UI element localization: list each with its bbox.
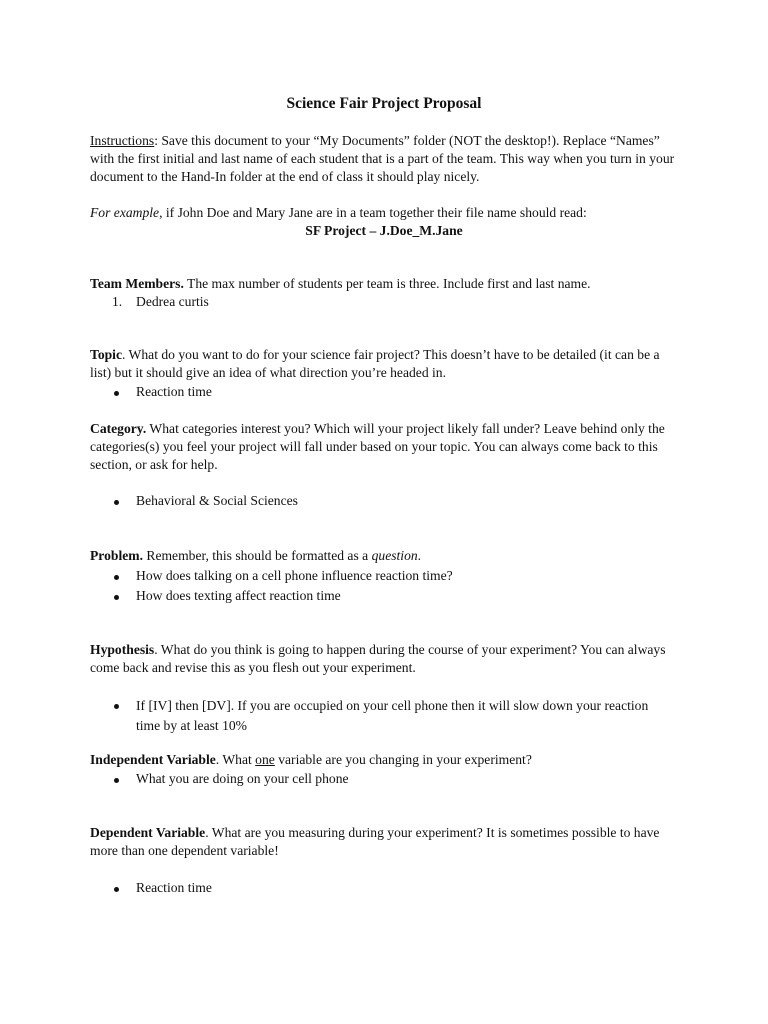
- hypothesis-label: Hypothesis: [90, 642, 155, 657]
- independent-variable-text-after: variable are you changing in your experiment?: [274, 752, 532, 767]
- example-text: , if John Doe and Mary Jane are in a team together their file name should read:: [159, 205, 587, 220]
- example-paragraph: [90, 204, 680, 222]
- bullet-icon: [112, 879, 119, 897]
- independent-variable-text-before: . What: [215, 752, 256, 767]
- topic-label: Topic: [90, 347, 122, 362]
- category-paragraph: [90, 420, 680, 475]
- problem-emphasis: question: [371, 548, 418, 563]
- independent-variable-emphasis: one: [255, 752, 275, 767]
- instructions-paragraph: [90, 132, 680, 187]
- category-item-text: Behavioral & Social Sciences: [136, 493, 298, 508]
- category-text: What categories interest you? Which will your project likely fall under? Leave behind only the categories(s) you feel your project will fall under based on your topic. You can always come back to this section, or ask for help.: [90, 421, 665, 473]
- example-label: For example: [90, 205, 160, 220]
- document-title: Science Fair Project Proposal: [286, 95, 482, 112]
- hypothesis-paragraph: [90, 641, 680, 677]
- bullet-icon: [112, 492, 119, 510]
- bullet-icon: [112, 383, 119, 401]
- example-filename: SF Project – J.Doe_M.Jane: [305, 223, 463, 238]
- dependent-variable-item-text: Reaction time: [136, 880, 212, 895]
- independent-variable-item-text: What you are doing on your cell phone: [136, 771, 349, 786]
- dependent-variable-text: . What are you measuring during your experiment? It is sometimes possible to have more than one dependent variable!: [90, 825, 660, 859]
- topic-paragraph: [90, 346, 680, 382]
- topic-item-text: Reaction time: [136, 384, 212, 399]
- problem-text-after: .: [417, 548, 422, 563]
- dependent-variable-label: Dependent Variable: [90, 825, 206, 840]
- bullet-icon: [112, 587, 119, 605]
- dependent-variable-paragraph: [90, 824, 680, 860]
- hypothesis-item-text: If [IV] then [DV]. If you are occupied on your cell phone then it will slow down your reaction time by at least 10%: [136, 698, 649, 733]
- topic-text: . What do you want to do for your science fair project? This doesn’t have to be detailed (it can be a list) but it should give an idea of what direction you’re headed in.: [90, 347, 660, 381]
- problem-text-before: Remember, this should be formatted as a: [142, 548, 372, 563]
- problem-label: Problem.: [90, 548, 143, 563]
- bullet-icon: [112, 696, 119, 714]
- independent-variable-paragraph: [90, 751, 680, 769]
- hypothesis-text: . What do you think is going to happen during the course of your experiment? You can always come back and revise this as you flesh out your experiment.: [90, 642, 666, 676]
- bullet-icon: [112, 567, 119, 585]
- problem-paragraph: [90, 547, 680, 565]
- bullet-icon: [112, 770, 119, 788]
- problem-item-text: How does texting affect reaction time: [136, 588, 341, 603]
- team-member-name: Dedrea curtis: [136, 294, 209, 309]
- independent-variable-label: Independent Variable: [90, 752, 216, 767]
- problem-item-text: How does talking on a cell phone influence reaction time?: [136, 568, 453, 583]
- instructions-label: Instructions: [90, 133, 155, 148]
- team-members-paragraph: [90, 275, 680, 293]
- list-number: 1.: [112, 294, 123, 309]
- instructions-text: : Save this document to your “My Documents” folder (NOT the desktop!). Replace “Names” with the first initial and last name of each student that is a part of the team. This way when you turn in your document to the Hand-In folder at the end of class it should play nicely.: [90, 133, 675, 185]
- category-label: Category.: [90, 421, 147, 436]
- team-members-label: Team Members.: [90, 276, 184, 291]
- team-members-text: The max number of students per team is three. Include first and last name.: [183, 276, 591, 291]
